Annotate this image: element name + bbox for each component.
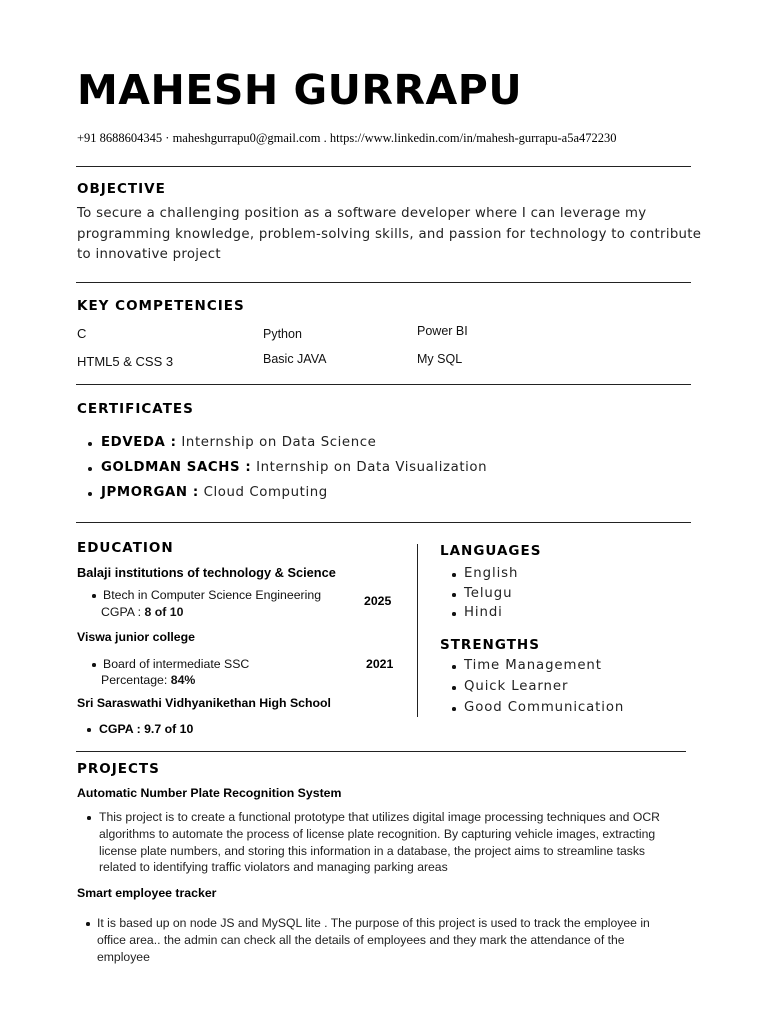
education-heading: EDUCATION xyxy=(77,540,174,556)
languages-heading: LANGUAGES xyxy=(440,543,542,559)
bullet-icon xyxy=(87,816,91,820)
bullet-icon xyxy=(452,612,456,616)
projects-heading: PROJECTS xyxy=(77,761,160,777)
bullet-icon xyxy=(86,922,90,926)
bullet-icon xyxy=(452,593,456,597)
bullet-icon xyxy=(92,663,96,667)
board: Board of intermediate SSC xyxy=(103,657,250,671)
strength-item: Good Communication xyxy=(464,700,625,715)
strengths-heading: STRENGTHS xyxy=(440,637,540,653)
intermediate-year: 2021 xyxy=(366,657,394,671)
degree: Btech in Computer Science Engineering xyxy=(103,588,322,602)
certificate-item: EDVEDA : Internship on Data Science xyxy=(101,435,377,450)
competencies-heading: KEY COMPETENCIES xyxy=(77,298,245,314)
candidate-name: MAHESH GURRAPU xyxy=(77,66,523,114)
objective-heading: OBJECTIVE xyxy=(77,181,166,197)
junior-college: Viswa junior college xyxy=(77,630,195,644)
objective-text: To secure a challenging position as a software developer where I can leverage my programming knowledge, problem-solving skills, and passion for technology to contribute to innovative project xyxy=(77,206,702,262)
certificate-item: GOLDMAN SACHS : Internship on Data Visualization xyxy=(101,460,488,475)
bullet-icon xyxy=(452,573,456,577)
language-item: Hindi xyxy=(464,605,503,620)
skill-java: Basic JAVA xyxy=(263,352,327,366)
divider xyxy=(76,384,691,385)
project-description: This project is to create a functional prototype that utilizes digital image processing techniques and OCR algorithms to automate the process of license plate recognition. By capturing vehicle images, extracting license plate numbers, and storing this information in a database, the project aims to streamline tasks related to identifying traffic violators and managing parking areas xyxy=(99,810,660,875)
divider xyxy=(76,166,691,167)
column-divider xyxy=(417,544,418,717)
school-name: Sri Saraswathi Vidhyanikethan High School xyxy=(77,696,331,710)
language-item: English xyxy=(464,566,519,581)
bullet-icon xyxy=(88,467,92,471)
bullet-icon xyxy=(92,594,96,598)
bullet-icon xyxy=(452,707,456,711)
project-title: Smart employee tracker xyxy=(77,886,217,900)
project-description: It is based up on node JS and MySQL lite . The purpose of this project is used to track the employee in office area.. the admin can check all the details of employees and they mark the attendance of the employee xyxy=(97,916,650,964)
percentage: Percentage: 84% xyxy=(101,673,196,687)
certificates-heading: CERTIFICATES xyxy=(77,401,194,417)
project-title: Automatic Number Plate Recognition System xyxy=(77,786,342,800)
skill-mysql: My SQL xyxy=(417,352,463,366)
divider xyxy=(76,751,686,752)
college-name: Balaji institutions of technology & Science xyxy=(77,565,336,580)
skill-html-css: HTML5 & CSS 3 xyxy=(77,354,174,369)
bullet-icon xyxy=(88,492,92,496)
bullet-icon xyxy=(88,442,92,446)
bullet-icon xyxy=(452,665,456,669)
graduation-year: 2025 xyxy=(364,594,392,608)
divider xyxy=(76,522,691,523)
strength-item: Time Management xyxy=(464,658,602,673)
bullet-icon xyxy=(87,728,91,732)
skill-python: Python xyxy=(263,327,302,341)
certificate-item: JPMORGAN : Cloud Computing xyxy=(101,485,328,500)
cgpa: CGPA : 8 of 10 xyxy=(101,605,184,619)
skill-powerbi: Power BI xyxy=(417,324,468,338)
language-item: Telugu xyxy=(464,586,513,601)
skill-c: C xyxy=(77,326,87,341)
school-cgpa: CGPA : 9.7 of 10 xyxy=(99,722,194,736)
strength-item: Quick Learner xyxy=(464,679,569,694)
contact-line: +91 8688604345 · maheshgurrapu0@gmail.com . https://www.linkedin.com/in/mahesh-gurrapu-a5a472230 xyxy=(77,131,617,145)
bullet-icon xyxy=(452,686,456,690)
divider xyxy=(76,282,691,283)
